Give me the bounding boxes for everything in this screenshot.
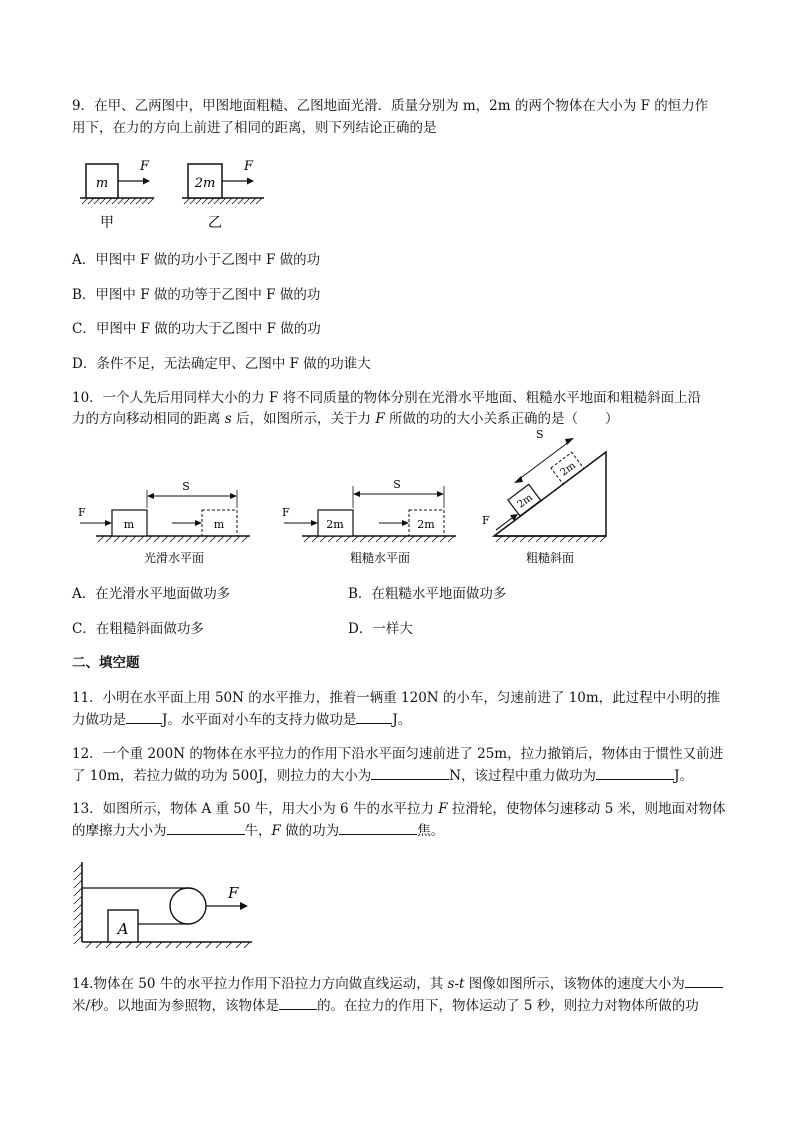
pulley [170,888,206,924]
q12-blank-2[interactable] [596,765,674,780]
q10-stem-line1: 10．一个人先后用同样大小的力 F 将不同质量的物体分别在光滑水平地面、粗糙水平地面和粗糙斜面上沿 [72,390,702,406]
q13-figure [66,858,266,958]
q10-fig-smooth [78,480,250,565]
q10-fig-incline [482,428,606,565]
svg-text:2m: 2m [515,492,535,511]
svg-text:F: F [78,506,86,519]
svg-text:S: S [182,480,190,493]
q10-option-b: B．在粗糙水平地面做功多 [348,586,507,602]
q9-caption-yi: 乙 [208,215,222,231]
q10-option-d: D．一样大 [348,621,413,637]
q14-blank-2[interactable] [279,995,317,1010]
q9-label-2m: 2m [194,176,216,191]
q9-option-b: B．甲图中 F 做的功等于乙图中 F 做的功 [72,287,321,303]
svg-text:S: S [393,478,401,491]
q12-stem-line1: 12．一个重 200N 的物体在水平拉力的作用下沿水平面匀速前进了 25m，拉力撤销后，物体由于惯性又前进 [72,746,724,762]
q13-label-F: F [228,884,239,902]
q9-stem-line1: 9．在甲、乙两图中，甲图地面粗糙、乙图地面光滑．质量分别为 m，2m 的两个物体在大小为 F 的恒力作 [72,98,709,114]
svg-text:F: F [482,514,490,527]
svg-text:粗糙水平面: 粗糙水平面 [349,551,411,565]
q9-figure [70,150,270,235]
q10-stem-line2: 力的方向移动相同的距离 s 后，如图所示，关于力 F 所做的功的大小关系正确的是（ ） [72,411,619,427]
q9-force-arrow-right [247,178,254,185]
svg-text:S: S [536,428,544,441]
svg-text:粗糙斜面: 粗糙斜面 [525,551,575,565]
q10-fig-rough [282,478,456,565]
q9-option-c: C．甲图中 F 做的功大于乙图中 F 做的功 [72,321,321,337]
q10-option-c: C．在粗糙斜面做功多 [72,621,204,637]
q13-blank-1[interactable] [167,820,245,835]
q11-blank-1[interactable] [126,709,162,724]
q14-stem-line1: 14.物体在 50 牛的水平拉力作用下沿拉力方向做直线运动，其 s-t 图像如图所示，该物体的速度大小为 [72,973,723,994]
q9-stem-line2: 用下，在力的方向上前进了相同的距离，则下列结论正确的是 [72,120,437,136]
q9-caption-jia: 甲 [100,215,114,231]
q13-force-arrow [240,902,248,910]
q9-label-F-right: F [244,159,254,174]
svg-text:光滑水平面: 光滑水平面 [143,551,205,565]
q11-stem-line2: 力做功是 J。水平面对小车的支持力做功是 J。 [72,709,411,730]
q14-stem-line2: 米/秒。以地面为参照物，该物体是 的。在拉力的作用下，物体运动了 5 秒，则拉力对物体所做的功 [72,995,699,1016]
q13-stem-line2: 的摩擦力大小为 牛，F 做的功为 焦。 [72,820,444,841]
svg-text:2m: 2m [558,460,578,479]
q9-force-arrow-left [143,178,150,185]
q11-stem-line1: 11．小明在水平面上用 50N 的水平推力，推着一辆重 120N 的小车，匀速前进了 10m，此过程中小明的推 [72,690,721,706]
svg-text:2m: 2m [417,518,435,531]
q9-label-m: m [95,176,109,191]
q14-blank-1[interactable] [685,973,723,988]
q9-option-d: D．条件不足，无法确定甲、乙图中 F 做的功谁大 [72,356,371,372]
q13-label-A: A [117,920,129,938]
svg-text:F: F [282,506,290,519]
svg-text:m: m [123,518,135,531]
q12-stem-line2: 了 10m，若拉力做的功为 500J，则拉力的大小为 N，该过程中重力做功为 J。 [72,765,693,786]
q13-blank-2[interactable] [339,820,417,835]
q10-option-a: A．在光滑水平地面做功多 [72,586,231,602]
q9-label-F-left: F [140,159,150,174]
svg-text:2m: 2m [326,518,344,531]
q11-blank-2[interactable] [356,709,392,724]
q9-option-a: A．甲图中 F 做的功小于乙图中 F 做的功 [72,252,321,268]
svg-text:m: m [213,518,225,531]
q13-stem-line1: 13．如图所示，物体 A 重 50 牛，用大小为 6 牛的水平拉力 F 拉滑轮，使物体匀速移动 5 米，则地面对物体 [72,801,726,817]
section-title: 二、填空题 [72,655,140,671]
q10-figure [74,428,734,570]
q12-blank-1[interactable] [371,765,449,780]
